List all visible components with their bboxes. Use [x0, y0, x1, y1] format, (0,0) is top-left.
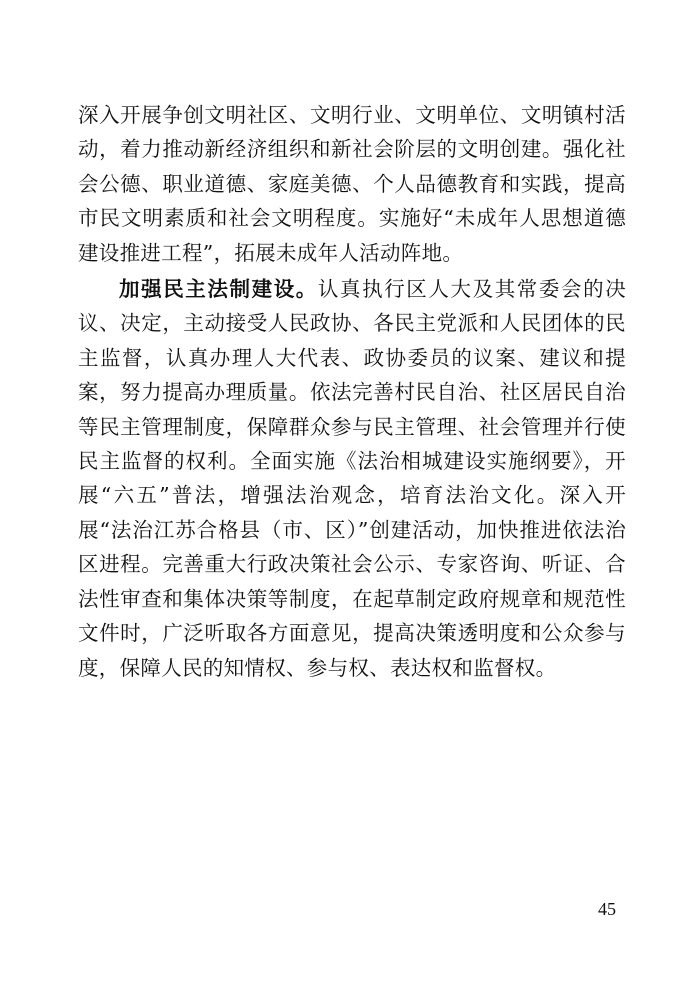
- paragraph-heading: 加强民主法制建设。: [119, 277, 318, 302]
- paragraph-continuation: [78, 98, 626, 270]
- paragraph-text: 深入开展争创文明社区、文明行业、文明单位、文明镇村活动，着力推动新经济组织和新社会阶层的文明创建。强化社会公德、职业道德、家庭美德、个人品德教育和实践，提高市民文明素质和社会文明程度。实施好“未成年人思想道德建设推进工程”，拓展未成年人活动阵地。: [78, 103, 626, 265]
- page-number: 45: [598, 899, 616, 919]
- paragraph-text: 认真执行区人大及其常委会的决议、决定，主动接受人民政协、各民主党派和人民团体的民主监督，认真办理人大代表、政协委员的议案、建议和提案，努力提高办理质量。依法完善村民自治、社区居民自治等民主管理制度，保障群众参与民主管理、社会管理并行使民主监督的权利。全面实施《法治相城建设实施纲要》，开展“六五”普法，增强法治观念，培育法治文化。深入开展“法治江苏合格县（市、区）”创建活动，加快推进依法治区进程。完善重大行政决策社会公示、专家咨询、听证、合法性审查和集体决策等制度，在起草制定政府规章和规范性文件时，广泛听取各方面意见，提高决策透明度和公众参与度，保障人民的知情权、参与权、表达权和监督权。: [78, 277, 627, 680]
- paragraph-democracy-legal: [78, 272, 626, 685]
- body-text: [78, 98, 626, 687]
